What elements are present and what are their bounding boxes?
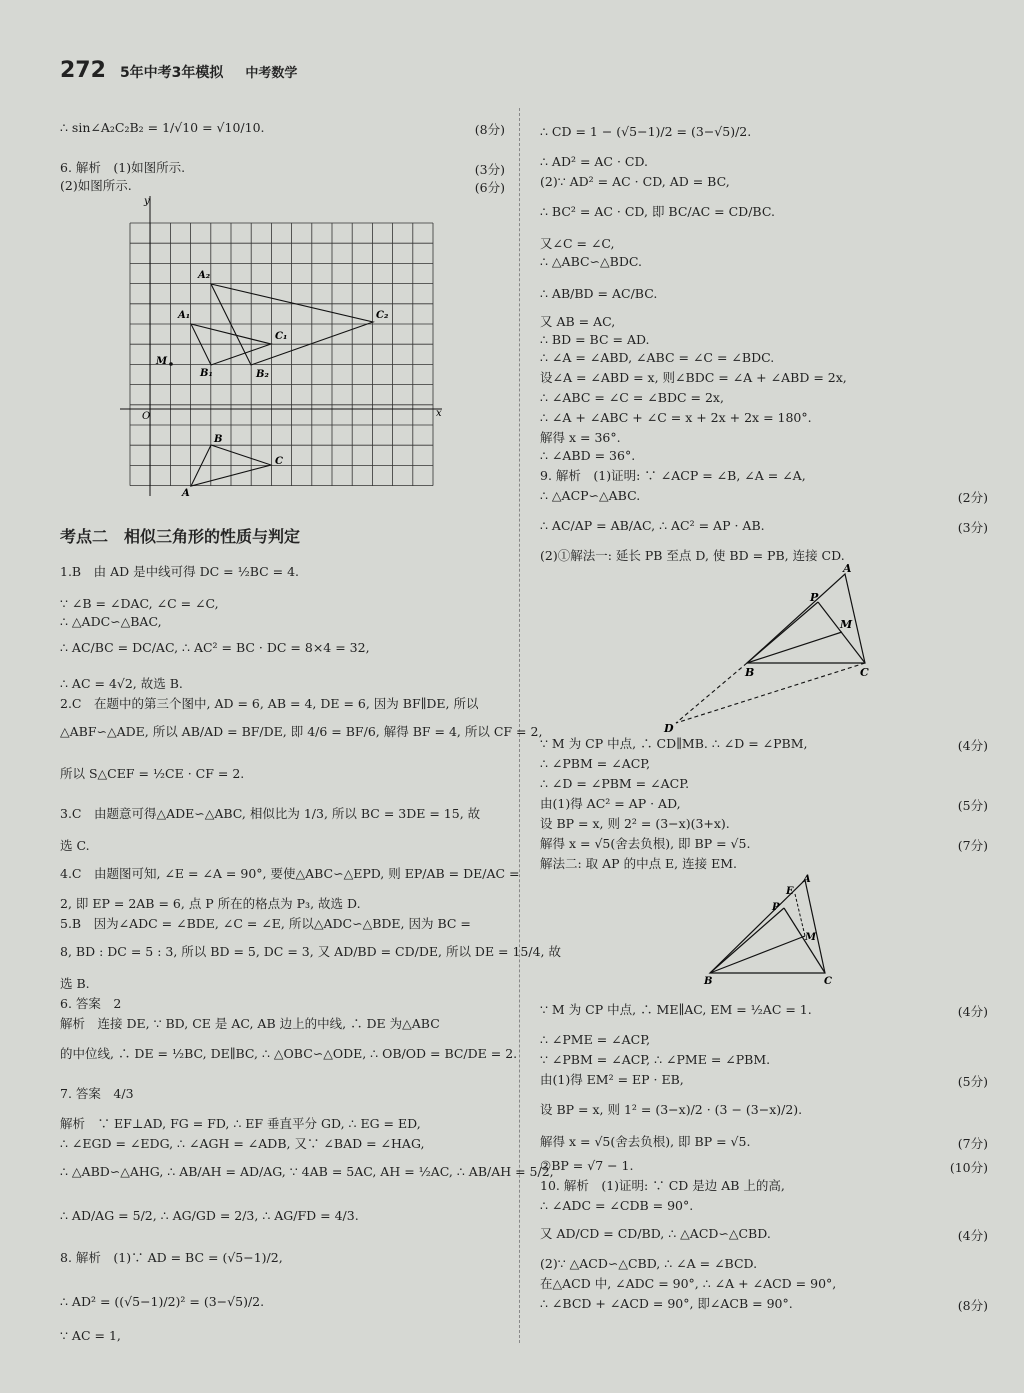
left-line: △ABF∽△ADE, 所以 AB/AD = BF/DE, 即 4/6 = BF/6, 解得 BF = 4, 所以 CF = 2, bbox=[60, 724, 543, 739]
left-line: 选 C. bbox=[60, 838, 90, 853]
fig2-label-b: B bbox=[704, 976, 713, 987]
fig1-label-c: C bbox=[860, 666, 869, 679]
right-line: ∴ △ABC∽△BDC. bbox=[540, 254, 642, 269]
left-line: ∴ AD/AG = 5/2, ∴ AG/GD = 2/3, ∴ AG/FD = 4/3. bbox=[60, 1208, 359, 1223]
right-line: ∴ ∠PBM = ∠ACP, bbox=[540, 756, 651, 771]
left-line: 6. 答案 2 bbox=[60, 996, 122, 1011]
fig1-label-b: B bbox=[745, 666, 755, 679]
right-line: ∵ M 为 CP 中点, ∴ CD∥MB. ∴ ∠D = ∠PBM, bbox=[540, 736, 808, 751]
left-line: 5.B 因为∠ADC = ∠BDE, ∠C = ∠E, 所以△ADC∽△BDE, 因为 BC = bbox=[60, 916, 471, 931]
right-line: 解得 x = 36°. bbox=[540, 430, 621, 445]
left-line: ∵ AC = 1, bbox=[60, 1328, 121, 1343]
triangle-figure-2 bbox=[700, 870, 850, 990]
left-line: (2)如图所示. bbox=[60, 178, 132, 193]
right-line: (2)①解法一: 延长 PB 至点 D, 使 BD = PB, 连接 CD. bbox=[540, 548, 845, 563]
fig1-label-d: D bbox=[664, 722, 674, 735]
right-line: ∴ BC² = AC · CD, 即 BC/AC = CD/BC. bbox=[540, 204, 775, 219]
right-score: (5分) bbox=[957, 798, 988, 813]
right-line: 10. 解析 (1)证明: ∵ CD 是边 AB 上的高, bbox=[540, 1178, 785, 1193]
fig1-label-p: P bbox=[810, 591, 819, 604]
left-line: ∴ △ADC∽△BAC, bbox=[60, 614, 162, 629]
grid-label-y: y bbox=[144, 196, 150, 207]
right-line: (2)∵ △ACD∽△CBD, ∴ ∠A = ∠BCD. bbox=[540, 1256, 758, 1271]
triangle-figure-1 bbox=[660, 560, 890, 740]
right-line: 解得 x = √5(舍去负根), 即 BP = √5. bbox=[540, 1134, 751, 1149]
left-line: 解析 连接 DE, ∵ BD, CE 是 AC, AB 边上的中线, ∴ DE 为△ABC bbox=[60, 1016, 440, 1031]
right-line: 解法二: 取 AP 的中点 E, 连接 EM. bbox=[540, 856, 737, 871]
fig2-label-e: E bbox=[786, 886, 794, 897]
right-line: ∴ ∠A = ∠ABD, ∠ABC = ∠C = ∠BDC. bbox=[540, 350, 775, 365]
right-line: ∴ AD² = AC · CD. bbox=[540, 154, 649, 169]
fig2-label-a: A bbox=[803, 874, 811, 885]
left-line: 4.C 由题图可知, ∠E = ∠A = 90°, 要使△ABC∽△EPD, 则 EP/AB = DE/AC = bbox=[60, 866, 520, 881]
right-line: ∴ ∠ADC = ∠CDB = 90°. bbox=[540, 1198, 694, 1213]
left-line: 的中位线, ∴ DE = ½BC, DE∥BC, ∴ △OBC∽△ODE, ∴ OB/OD = BC/DE = 2. bbox=[60, 1046, 518, 1061]
right-line: 设 BP = x, 则 1² = (3−x)/2 · (3 − (3−x)/2). bbox=[540, 1102, 803, 1117]
grid-label-c: C bbox=[275, 456, 283, 467]
right-line: 又 AB = AC, bbox=[540, 314, 616, 329]
left-score: (8分) bbox=[474, 122, 505, 137]
right-line: ∴ △ACP∽△ABC. bbox=[540, 488, 641, 503]
grid-label-c2: C₂ bbox=[376, 310, 389, 321]
right-line: ∴ BD = BC = AD. bbox=[540, 332, 650, 347]
right-line: 设∠A = ∠ABD = x, 则∠BDC = ∠A + ∠ABD = 2x, bbox=[540, 370, 847, 385]
left-line: 2, 即 EP = 2AB = 6, 点 P 所在的格点为 P₃, 故选 D. bbox=[60, 896, 361, 911]
grid-label-b1: B₁ bbox=[200, 368, 213, 379]
right-score: (2分) bbox=[957, 490, 988, 505]
left-score: (3分) bbox=[474, 162, 505, 177]
right-score: (4分) bbox=[957, 1004, 988, 1019]
grid-label-b: B bbox=[214, 434, 223, 445]
right-score: (5分) bbox=[957, 1074, 988, 1089]
grid-label-b2: B₂ bbox=[256, 369, 269, 380]
grid-label-m: M bbox=[156, 356, 168, 367]
right-line: ②BP = √7 − 1. bbox=[540, 1158, 634, 1173]
grid-label-o: O bbox=[142, 411, 151, 422]
grid-label-a: A bbox=[182, 488, 190, 499]
right-line: ∵ M 为 CP 中点, ∴ ME∥AC, EM = ½AC = 1. bbox=[540, 1002, 812, 1017]
right-line: ∴ ∠ABD = 36°. bbox=[540, 448, 636, 463]
right-line: 解得 x = √5(舍去负根), 即 BP = √5. bbox=[540, 836, 751, 851]
right-line: 在△ACD 中, ∠ADC = 90°, ∴ ∠A + ∠ACD = 90°, bbox=[540, 1276, 837, 1291]
fig1-label-a: A bbox=[843, 562, 852, 575]
right-score: (4分) bbox=[957, 738, 988, 753]
left-line: 8, BD : DC = 5 : 3, 所以 BD = 5, DC = 3, 又 AD/BD = CD/DE, 所以 DE = 15/4, 故 bbox=[60, 944, 562, 959]
right-line: 9. 解析 (1)证明: ∵ ∠ACP = ∠B, ∠A = ∠A, bbox=[540, 468, 806, 483]
right-line: ∴ AC/AP = AB/AC, ∴ AC² = AP · AB. bbox=[540, 518, 765, 533]
book-title: 5年中考3年模拟 bbox=[119, 65, 224, 81]
right-line: 由(1)得 AC² = AP · AD, bbox=[540, 796, 681, 811]
left-line: ∴ AD² = ((√5−1)/2)² = (3−√5)/2. bbox=[60, 1294, 265, 1309]
right-score: (7分) bbox=[957, 838, 988, 853]
right-line: ∴ ∠ABC = ∠C = ∠BDC = 2x, bbox=[540, 390, 724, 405]
right-line: ∴ AB/BD = AC/BC. bbox=[540, 286, 658, 301]
grid-label-x: x bbox=[436, 408, 442, 419]
right-line: 又∠C = ∠C, bbox=[540, 236, 615, 251]
fig2-label-m: M bbox=[805, 932, 817, 943]
grid-label-a1: A₁ bbox=[178, 310, 191, 321]
section-title: 考点二 相似三角形的性质与判定 bbox=[60, 527, 301, 546]
left-line: ∴ AC/BC = DC/AC, ∴ AC² = BC · DC = 8×4 = 32, bbox=[60, 640, 370, 655]
right-score: (10分) bbox=[949, 1160, 988, 1175]
left-line: 选 B. bbox=[60, 976, 90, 991]
left-line: ∴ sin∠A₂C₂B₂ = 1/√10 = √10/10. bbox=[60, 120, 265, 135]
fig2-label-p: P bbox=[772, 902, 780, 913]
page-number: 272 bbox=[60, 58, 106, 83]
left-line: 所以 S△CEF = ½CE · CF = 2. bbox=[60, 766, 245, 781]
right-line: ∴ ∠BCD + ∠ACD = 90°, 即∠ACB = 90°. bbox=[540, 1296, 793, 1311]
right-score: (3分) bbox=[957, 520, 988, 535]
left-line: 3.C 由题意可得△ADE∽△ABC, 相似比为 1/3, 所以 BC = 3DE = 15, 故 bbox=[60, 806, 481, 821]
left-line: ∴ AC = 4√2, 故选 B. bbox=[60, 676, 183, 691]
left-line: ∵ ∠B = ∠DAC, ∠C = ∠C, bbox=[60, 596, 219, 611]
right-line: 又 AD/CD = CD/BD, ∴ △ACD∽△CBD. bbox=[540, 1226, 771, 1241]
left-score: (6分) bbox=[474, 180, 505, 195]
grid-label-a2: A₂ bbox=[198, 270, 211, 281]
right-score: (4分) bbox=[957, 1228, 988, 1243]
right-line: 由(1)得 EM² = EP · EB, bbox=[540, 1072, 684, 1087]
left-line: 6. 解析 (1)如图所示. bbox=[60, 160, 186, 175]
right-line: ∴ ∠D = ∠PBM = ∠ACP. bbox=[540, 776, 690, 791]
right-score: (8分) bbox=[957, 1298, 988, 1313]
left-line: 7. 答案 4/3 bbox=[60, 1086, 134, 1101]
coordinate-grid-figure bbox=[120, 196, 450, 501]
right-line: ∵ ∠PBM = ∠ACP, ∴ ∠PME = ∠PBM. bbox=[540, 1052, 771, 1067]
fig1-label-m: M bbox=[840, 618, 853, 631]
left-line: ∴ ∠EGD = ∠EDG, ∴ ∠AGH = ∠ADB, 又∵ ∠BAD = ∠HAG, bbox=[60, 1136, 425, 1151]
left-line: 1.B 由 AD 是中线可得 DC = ½BC = 4. bbox=[60, 564, 300, 579]
right-score: (7分) bbox=[957, 1136, 988, 1151]
right-line: ∴ ∠PME = ∠ACP, bbox=[540, 1032, 651, 1047]
fig2-label-c: C bbox=[824, 976, 832, 987]
right-line: 设 BP = x, 则 2² = (3−x)(3+x). bbox=[540, 816, 730, 831]
right-line: (2)∵ AD² = AC · CD, AD = BC, bbox=[540, 174, 730, 189]
left-line: ∴ △ABD∽△AHG, ∴ AB/AH = AD/AG, ∵ 4AB = 5AC, AH = ½AC, ∴ AB/AH = 5/2, bbox=[60, 1164, 554, 1179]
left-line: 8. 解析 (1)∵ AD = BC = (√5−1)/2, bbox=[60, 1250, 283, 1265]
grid-label-c1: C₁ bbox=[275, 331, 288, 342]
right-line: ∴ CD = 1 − (√5−1)/2 = (3−√5)/2. bbox=[540, 124, 752, 139]
subject-title: 中考数学 bbox=[245, 66, 298, 81]
right-line: ∴ ∠A + ∠ABC + ∠C = x + 2x + 2x = 180°. bbox=[540, 410, 812, 425]
left-line: 2.C 在题中的第三个图中, AD = 6, AB = 4, DE = 6, 因为 BF∥DE, 所以 bbox=[60, 696, 479, 711]
left-line: 解析 ∵ EF⊥AD, FG = FD, ∴ EF 垂直平分 GD, ∴ EG = ED, bbox=[60, 1116, 421, 1131]
